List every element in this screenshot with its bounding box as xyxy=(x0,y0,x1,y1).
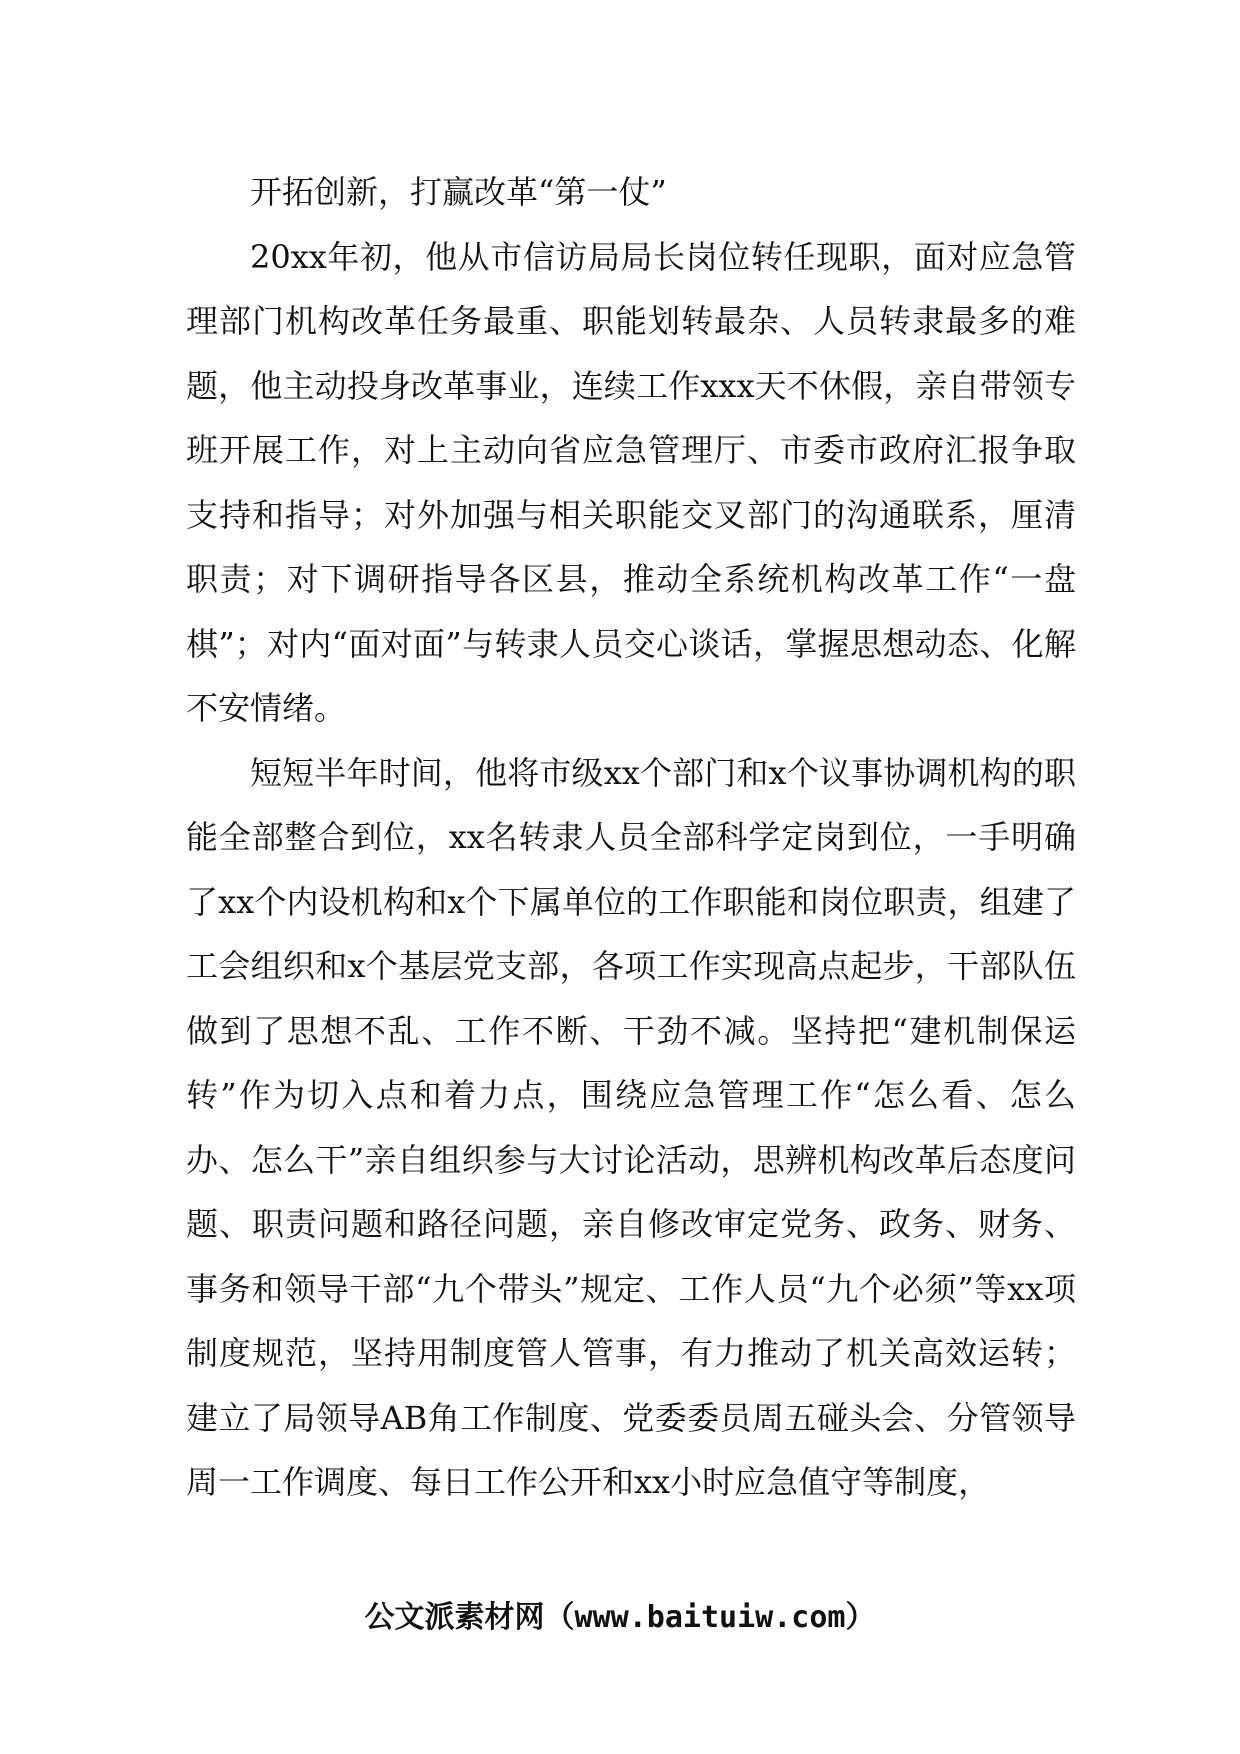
footer-site-name: 公文派素材网 xyxy=(364,1600,545,1635)
body-paragraph-2: 短短半年时间，他将市级xx个部门和x个议事协调机构的职能全部整合到位，xx名转隶人员全部科学定岗到位，一手明确了xx个内设机构和x个下属单位的工作职能和岗位职责，组建了工会组织和x个基层党支部，各项工作实现高点起步，干部队伍做到了思想不乱、工作不断、干劲不减。坚持把“建机制保运转”作为切入点和着力点，围绕应急管理工作“怎么看、怎么办、怎么干”亲自组织参与大讨论活动，思辨机构改革后态度问题、职责问题和路径问题，亲自修改审定党务、政务、财务、事务和领导干部“九个带头”规定、工作人员“九个必须”等xx项制度规范，坚持用制度管人管事，有力推动了机关高效运转；建立了局领导AB角工作制度、党委委员周五碰头会、分管领导周一工作调度、每日工作公开和xx小时应急值守等制度， xyxy=(186,753,1076,1501)
section-heading: 开拓创新，打赢改革“第一仗” xyxy=(250,173,667,211)
body-paragraph-1: 20xx年初，他从市信访局局长岗位转任现职，面对应急管理部门机构改革任务最重、职能划转最杂、人员转隶最多的难题，他主动投身改革事业，连续工作xxx天不休假，亲自带领专班开展工作，对上主动向省应急管理厅、市委市政府汇报争取支持和指导；对外加强与相关职能交叉部门的沟通联系，厘清职责；对下调研指导各区县，推动全系统机构改革工作“一盘棋”；对内“面对面”与转隶人员交心谈话，掌握思想动态、化解不安情绪。 xyxy=(186,237,1076,727)
document-body xyxy=(186,160,1076,1515)
footer-watermark xyxy=(0,1596,1240,1640)
footer-url: （www.baituiw.com） xyxy=(544,1600,876,1635)
